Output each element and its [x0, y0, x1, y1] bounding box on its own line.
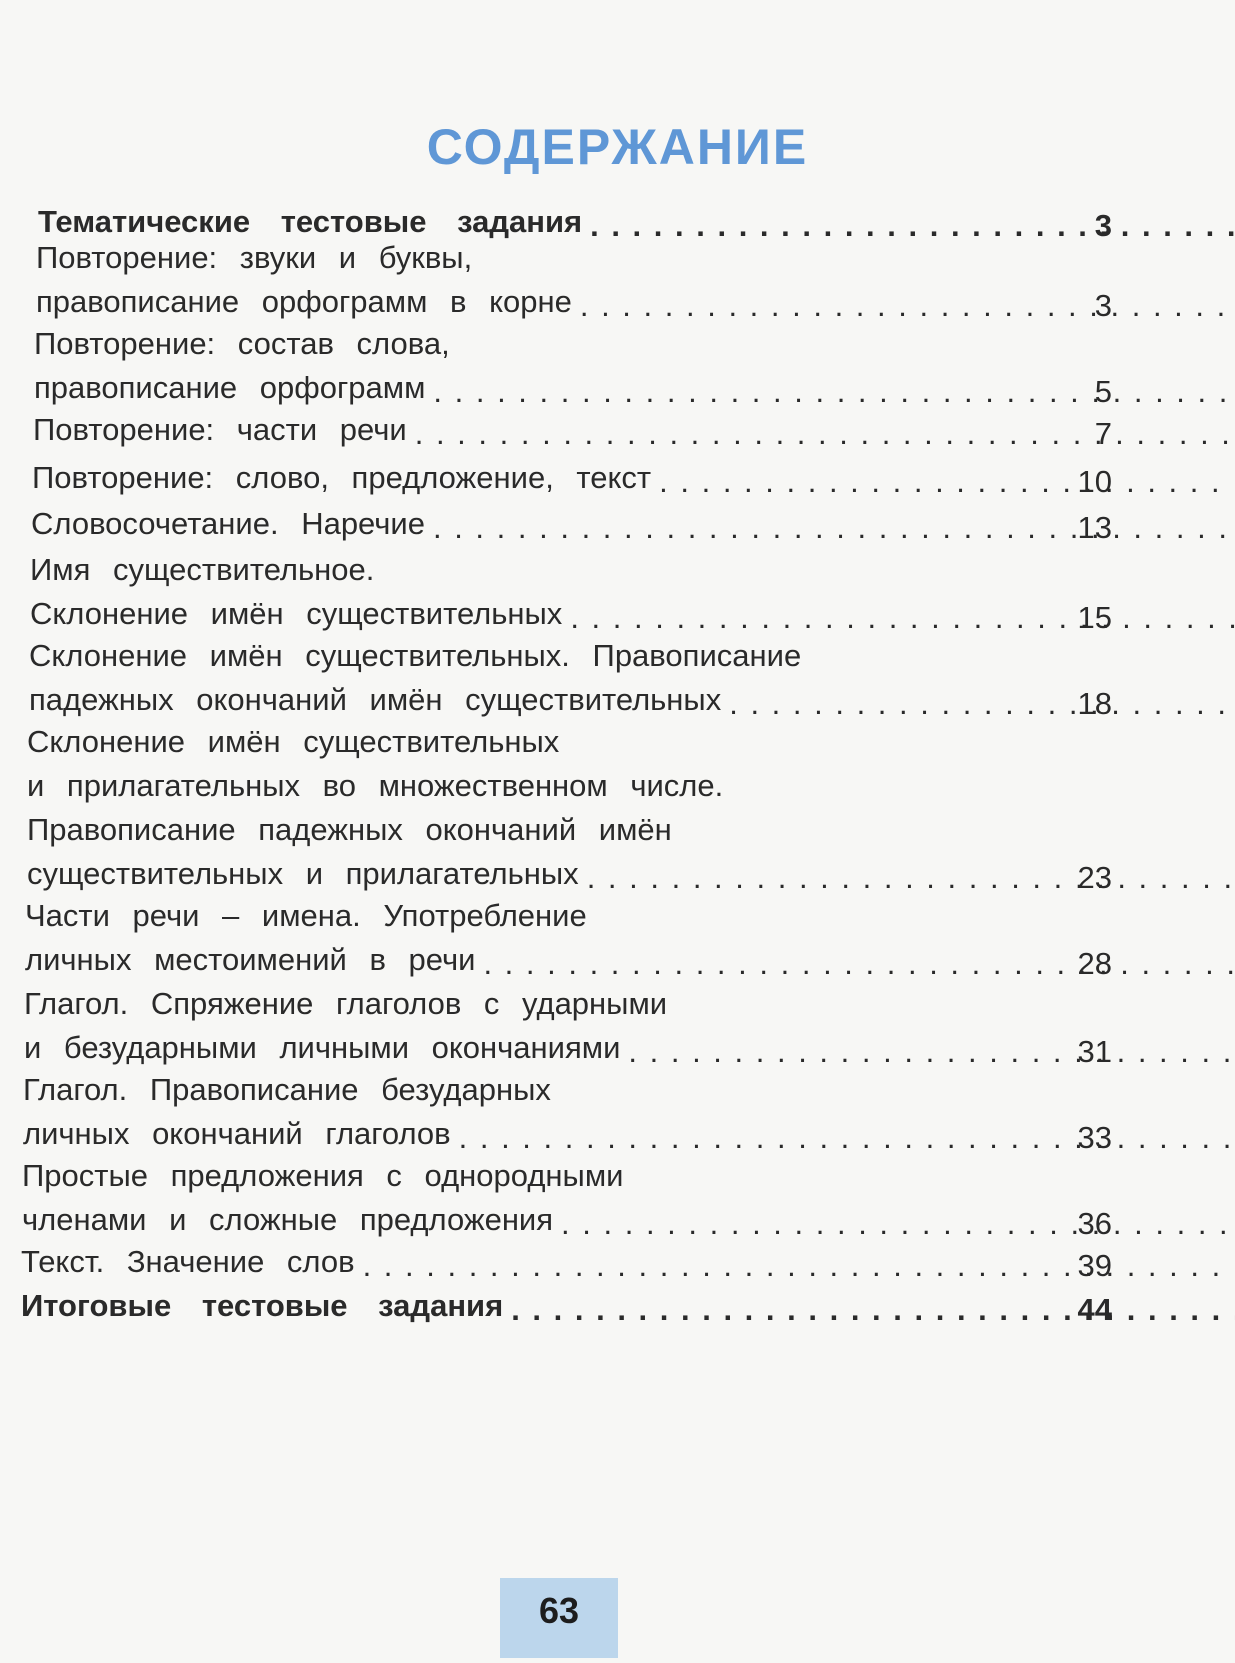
toc-entry [36, 236, 1045, 324]
toc-entry-text: Словосочетание. Наречие [31, 506, 425, 541]
toc-entry-line [29, 634, 1045, 678]
toc-entry-line [29, 678, 1045, 722]
toc-entry-line [21, 1240, 1045, 1284]
toc-page-number: 15 [1077, 600, 1112, 635]
toc-page-number: 10 [1077, 464, 1112, 499]
toc-entry [23, 1068, 1045, 1156]
toc-entry-line [21, 1284, 1045, 1328]
toc-entry-text: Склонение имён существительных. Правописание [29, 638, 802, 673]
toc-entry-text: и безударными личными окончаниями [24, 1030, 621, 1065]
toc-page-number: 18 [1077, 686, 1112, 721]
toc-entry-line [33, 408, 1045, 452]
toc-page-number: 13 [1077, 510, 1112, 545]
toc-entry-text: Склонение имён существительных [30, 596, 563, 631]
page-number-badge: 63 [500, 1578, 618, 1658]
toc-page-number: 39 [1077, 1248, 1112, 1283]
toc-entry [29, 634, 1045, 722]
toc-entry-line [22, 1198, 1045, 1242]
toc-page-number: 3 [1094, 288, 1112, 323]
toc-entry-line [27, 764, 1045, 808]
toc-entry-line [30, 592, 1045, 636]
toc-entry-text: Простые предложения с однородными [22, 1158, 624, 1193]
toc-entry-line [24, 982, 1045, 1026]
toc-entry-text: Итоговые тестовые задания [21, 1288, 504, 1323]
toc-entry [21, 1240, 1045, 1284]
toc-entry-text: Части речи – имена. Употребление [25, 898, 587, 933]
toc-entry-text: Имя существительное. [30, 552, 375, 587]
toc-entry [33, 408, 1045, 452]
toc-entry-text: личных местоимений в речи [25, 942, 476, 977]
toc-entry-line [34, 366, 1045, 410]
toc-entry-text: правописание орфограмм в корне [36, 284, 572, 319]
toc-entry [25, 894, 1045, 982]
toc-entry-text: Текст. Значение слов [21, 1244, 355, 1279]
toc-entry-text: Тематические тестовые задания [38, 204, 583, 239]
toc-entry [22, 1154, 1045, 1242]
toc-entry [27, 720, 1045, 896]
toc-page-number: 23 [1077, 860, 1112, 895]
toc-entry-text: Глагол. Правописание безударных [23, 1072, 551, 1107]
toc-entry-line [25, 938, 1045, 982]
toc-page-number: 33 [1077, 1120, 1112, 1155]
toc-entry-line [36, 280, 1045, 324]
toc-entry-line [25, 894, 1045, 938]
toc-entry-line [36, 236, 1045, 280]
toc-entry-line [30, 548, 1045, 592]
toc-page-number: 31 [1077, 1034, 1112, 1069]
toc-page-number: 36 [1077, 1206, 1112, 1241]
toc-entry-line [27, 808, 1045, 852]
toc-page-number: 5 [1094, 374, 1112, 409]
toc-entry-text: существительных и прилагательных [27, 856, 579, 891]
toc-entry-text: Склонение имён существительных [27, 724, 560, 759]
toc-entry [34, 322, 1045, 410]
toc-entry-text: Повторение: части речи [33, 412, 407, 447]
toc-entry [32, 456, 1045, 500]
toc-entry-line [23, 1112, 1045, 1156]
toc-entry-line [34, 322, 1045, 366]
toc-page-number: 44 [1077, 1292, 1112, 1327]
toc-entry-text: личных окончаний глаголов [23, 1116, 451, 1151]
toc-entry [30, 548, 1045, 636]
toc-entry-text: Повторение: звуки и буквы, [36, 240, 473, 275]
toc-page-number: 28 [1077, 946, 1112, 981]
toc-entry-text: членами и сложные предложения [22, 1202, 554, 1237]
toc-entry-line [22, 1154, 1045, 1198]
toc-entry-line [27, 720, 1045, 764]
toc-entry [31, 502, 1045, 546]
toc-entry-line [24, 1026, 1045, 1070]
toc-entry-text: правописание орфограмм [34, 370, 426, 405]
toc-entry-line [27, 852, 1045, 896]
toc-entry-text: падежных окончаний имён существительных [29, 682, 722, 717]
toc-entry-line [23, 1068, 1045, 1112]
toc-entry-text: Глагол. Спряжение глаголов с ударными [24, 986, 668, 1021]
toc-entry [21, 1284, 1045, 1328]
toc-entry-text: и прилагательных во множественном числе. [27, 768, 724, 803]
page-title: СОДЕРЖАНИЕ [426, 119, 809, 175]
toc-entry-text: Повторение: состав слова, [34, 326, 450, 361]
toc-page-number: 3 [1094, 208, 1112, 243]
toc-entry-text: Правописание падежных окончаний имён [27, 812, 672, 847]
toc-entry-line [31, 502, 1045, 546]
toc-page-number: 7 [1094, 416, 1112, 451]
toc-entry-text: Повторение: слово, предложение, текст [32, 460, 652, 495]
toc-entry-line [32, 456, 1045, 500]
toc-entry [24, 982, 1045, 1070]
